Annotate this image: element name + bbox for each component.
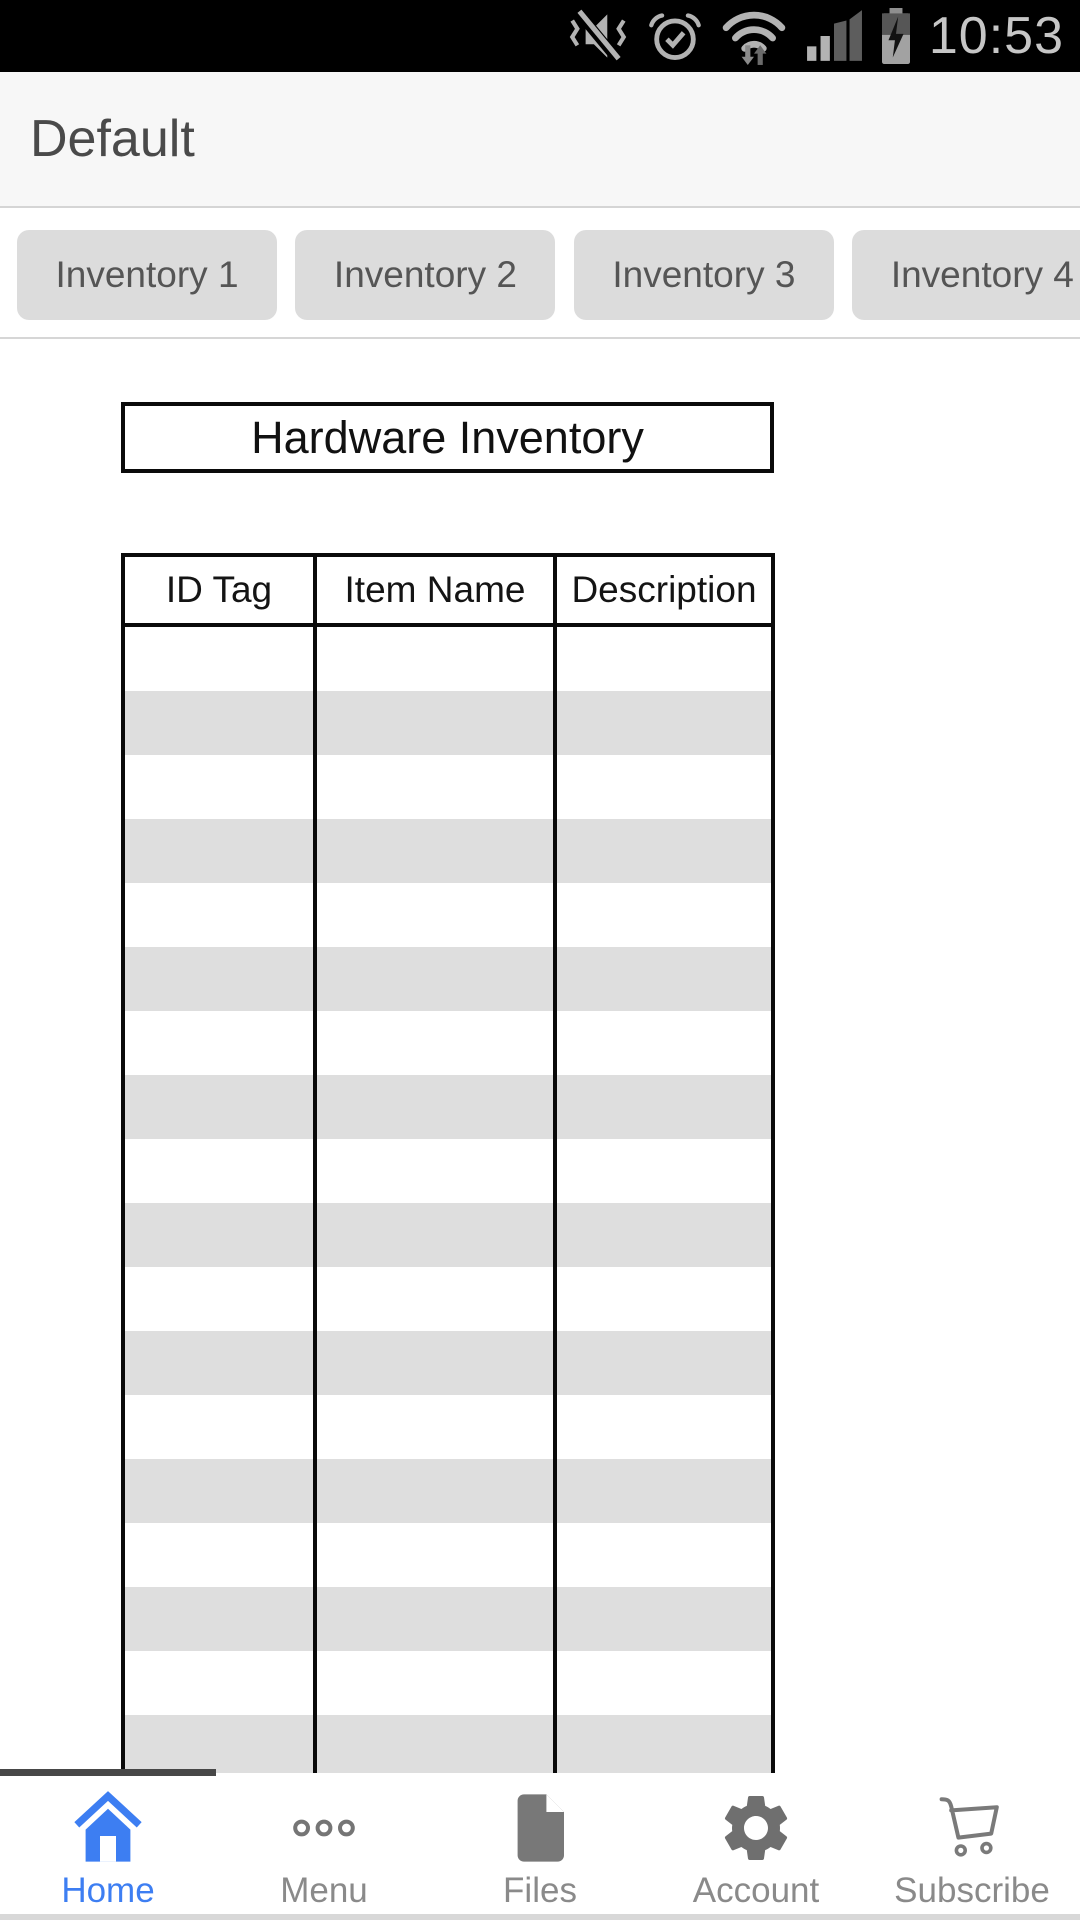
section-title: Hardware Inventory <box>251 411 644 463</box>
tab-inventory-1[interactable]: Inventory 1 <box>17 230 277 320</box>
section-title-box <box>121 402 774 473</box>
table-cell <box>317 1715 557 1773</box>
table-cell <box>317 755 557 819</box>
nav-item-files[interactable] <box>432 1773 648 1920</box>
table-header-row <box>125 557 771 627</box>
column-header-id-tag: ID Tag <box>125 557 317 623</box>
table-cell <box>125 627 317 691</box>
status-time: 10:53 <box>928 7 1064 65</box>
table-cell <box>557 1523 771 1587</box>
table-row <box>125 627 771 691</box>
table-cell <box>125 883 317 947</box>
table-cell <box>125 1267 317 1331</box>
wifi-updown-icon <box>719 6 789 66</box>
table-cell <box>557 947 771 1011</box>
table-cell <box>317 627 557 691</box>
cart-icon <box>932 1785 1012 1871</box>
table-cell <box>125 947 317 1011</box>
gear-icon <box>716 1785 796 1871</box>
table-row <box>125 1459 771 1523</box>
table-cell <box>557 883 771 947</box>
file-icon <box>500 1785 580 1871</box>
nav-label: Subscribe <box>894 1871 1050 1910</box>
table-cell <box>317 883 557 947</box>
table-cell <box>125 1011 317 1075</box>
table-row <box>125 947 771 1011</box>
menu-dots-icon <box>284 1785 364 1871</box>
nav-item-account[interactable] <box>648 1773 864 1920</box>
table-cell <box>557 1075 771 1139</box>
table-cell <box>557 819 771 883</box>
table-cell <box>317 1587 557 1651</box>
table-row <box>125 691 771 755</box>
home-icon <box>68 1785 148 1871</box>
table-cell <box>125 1395 317 1459</box>
status-bar <box>0 0 1080 72</box>
table-cell <box>125 819 317 883</box>
table-cell <box>557 1715 771 1773</box>
table-cell <box>557 627 771 691</box>
table-cell <box>557 1395 771 1459</box>
table-cell <box>317 1011 557 1075</box>
table-cell <box>125 1523 317 1587</box>
table-cell <box>317 1139 557 1203</box>
table-cell <box>125 1203 317 1267</box>
table-cell <box>557 1203 771 1267</box>
table-cell <box>317 1075 557 1139</box>
table-cell <box>557 691 771 755</box>
table-cell <box>317 819 557 883</box>
alarm-icon <box>647 8 703 64</box>
screen-bottom-divider <box>0 1914 1080 1920</box>
table-body <box>125 627 771 1773</box>
bottom-nav <box>0 1773 1080 1920</box>
signal-icon <box>805 10 863 62</box>
table-row <box>125 755 771 819</box>
table-row <box>125 1523 771 1587</box>
battery-charging-icon <box>879 8 913 64</box>
table-row <box>125 819 771 883</box>
table-cell <box>125 1139 317 1203</box>
table-cell <box>557 1331 771 1395</box>
table-cell <box>557 1459 771 1523</box>
app-header <box>0 72 1080 208</box>
table-cell <box>125 1651 317 1715</box>
table-cell <box>317 1395 557 1459</box>
table-row <box>125 883 771 947</box>
nav-item-home[interactable] <box>0 1773 216 1920</box>
table-cell <box>557 1011 771 1075</box>
inventory-table <box>121 553 775 1773</box>
table-row <box>125 1715 771 1773</box>
table-cell <box>125 1331 317 1395</box>
horizontal-scrollbar[interactable] <box>0 1769 216 1776</box>
nav-label: Account <box>692 1871 820 1910</box>
table-row <box>125 1075 771 1139</box>
table-row <box>125 1267 771 1331</box>
nav-item-subscribe[interactable] <box>864 1773 1080 1920</box>
table-cell <box>557 1651 771 1715</box>
table-cell <box>317 1523 557 1587</box>
table-cell <box>557 755 771 819</box>
tab-inventory-4[interactable]: Inventory 4 <box>852 230 1080 320</box>
table-row <box>125 1011 771 1075</box>
nav-label: Files <box>503 1871 577 1910</box>
column-header-item-name: Item Name <box>317 557 557 623</box>
page-title: Default <box>30 110 195 168</box>
inventory-tabs-bar <box>0 208 1080 339</box>
table-cell <box>317 947 557 1011</box>
nav-label: Menu <box>280 1871 368 1910</box>
table-cell <box>557 1139 771 1203</box>
table-cell <box>557 1587 771 1651</box>
nav-label: Home <box>61 1871 155 1910</box>
tab-inventory-2[interactable]: Inventory 2 <box>295 230 555 320</box>
table-cell <box>317 691 557 755</box>
table-row <box>125 1587 771 1651</box>
tab-inventory-3[interactable]: Inventory 3 <box>574 230 834 320</box>
vibrate-muted-icon <box>565 9 631 63</box>
table-cell <box>317 1459 557 1523</box>
table-cell <box>125 1459 317 1523</box>
table-cell <box>317 1331 557 1395</box>
table-row <box>125 1331 771 1395</box>
table-cell <box>317 1203 557 1267</box>
table-cell <box>557 1267 771 1331</box>
table-cell <box>125 755 317 819</box>
column-header-description: Description <box>571 569 757 610</box>
nav-item-menu[interactable] <box>216 1773 432 1920</box>
table-cell <box>125 1715 317 1773</box>
table-row <box>125 1203 771 1267</box>
table-cell <box>125 691 317 755</box>
table-cell <box>317 1267 557 1331</box>
table-cell <box>125 1075 317 1139</box>
table-cell <box>125 1587 317 1651</box>
table-row <box>125 1395 771 1459</box>
table-row <box>125 1139 771 1203</box>
table-row <box>125 1651 771 1715</box>
table-cell <box>317 1651 557 1715</box>
